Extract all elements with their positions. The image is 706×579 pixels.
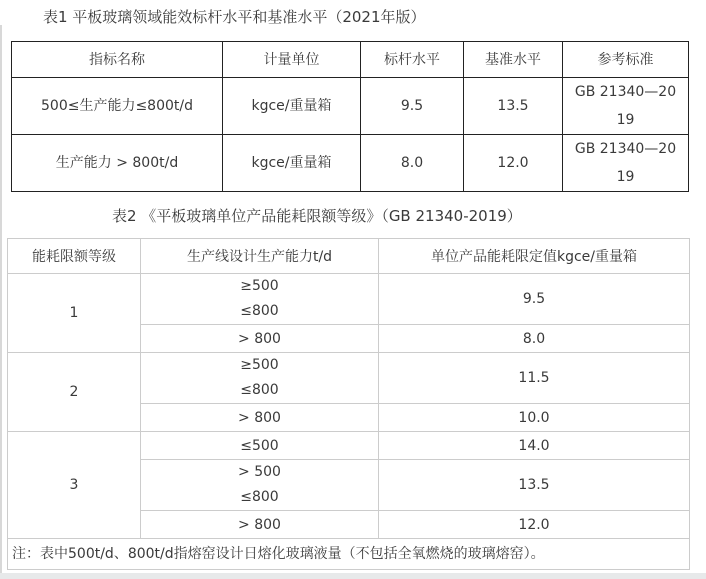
table2-header-grade: 能耗限额等级	[8, 239, 141, 274]
table-row	[12, 135, 689, 192]
capacity-line: > 500	[238, 464, 281, 480]
table-row	[8, 432, 690, 460]
table-row	[12, 78, 689, 135]
reference-cell: GB 21340—2019	[563, 135, 689, 192]
table2-limits-table	[7, 238, 690, 570]
table1-header-benchmark: 标杆水平	[361, 42, 464, 78]
capacity-cell: > 800	[141, 404, 379, 432]
table2-title: 表2 《平板玻璃单位产品能耗限额等级》（GB 21340-2019）	[112, 207, 522, 225]
table-row	[8, 539, 690, 570]
grade-cell: 2	[8, 353, 141, 432]
capacity-line: ≤800	[240, 489, 279, 505]
benchmark-cell: 9.5	[361, 78, 464, 135]
baseline-cell: 13.5	[464, 78, 563, 135]
table1-header-unit: 计量单位	[223, 42, 361, 78]
table1-title: 表1 平板玻璃领域能效标杆水平和基准水平（2021年版）	[43, 8, 426, 26]
page-left-border	[0, 25, 2, 574]
benchmark-cell: 8.0	[361, 135, 464, 192]
capacity-cell: > 800	[141, 325, 379, 353]
table1-header-row	[12, 42, 689, 78]
energy-limit-cell: 8.0	[379, 325, 690, 353]
table-row	[8, 274, 690, 325]
capacity-cell	[141, 460, 379, 511]
capacity-line: ≤800	[240, 303, 279, 319]
table-row	[8, 353, 690, 404]
capacity-cell	[141, 274, 379, 325]
energy-limit-cell: 14.0	[379, 432, 690, 460]
capacity-cell	[141, 353, 379, 404]
unit-cell: kgce/重量箱	[223, 135, 361, 192]
capacity-line: ≥500	[240, 357, 279, 373]
energy-limit-cell: 10.0	[379, 404, 690, 432]
table2-header-row	[8, 239, 690, 274]
baseline-cell: 12.0	[464, 135, 563, 192]
energy-limit-cell: 12.0	[379, 511, 690, 539]
bottom-strip	[0, 573, 706, 579]
reference-cell: GB 21340—2019	[563, 78, 689, 135]
indicator-cell: 500≤生产能力≤800t/d	[12, 78, 223, 135]
energy-limit-cell: 9.5	[379, 274, 690, 325]
unit-cell: kgce/重量箱	[223, 78, 361, 135]
table1-header-reference: 参考标准	[563, 42, 689, 78]
energy-limit-cell: 13.5	[379, 460, 690, 511]
capacity-cell: > 800	[141, 511, 379, 539]
table2-header-capacity: 生产线设计生产能力t/d	[141, 239, 379, 274]
table1-header-baseline: 基准水平	[464, 42, 563, 78]
table1-header-indicator: 指标名称	[12, 42, 223, 78]
table1-benchmark-table	[11, 41, 689, 192]
indicator-cell: 生产能力 > 800t/d	[12, 135, 223, 192]
capacity-line: ≤800	[240, 382, 279, 398]
energy-limit-cell: 11.5	[379, 353, 690, 404]
table2-header-limit: 单位产品能耗限定值kgce/重量箱	[379, 239, 690, 274]
grade-cell: 1	[8, 274, 141, 353]
capacity-line: ≥500	[240, 278, 279, 294]
grade-cell: 3	[8, 432, 141, 539]
capacity-cell: ≤500	[141, 432, 379, 460]
table-note: 注：表中500t/d、800t/d指熔窑设计日熔化玻璃液量（不包括全氧燃烧的玻璃熔窑）。	[8, 539, 690, 570]
